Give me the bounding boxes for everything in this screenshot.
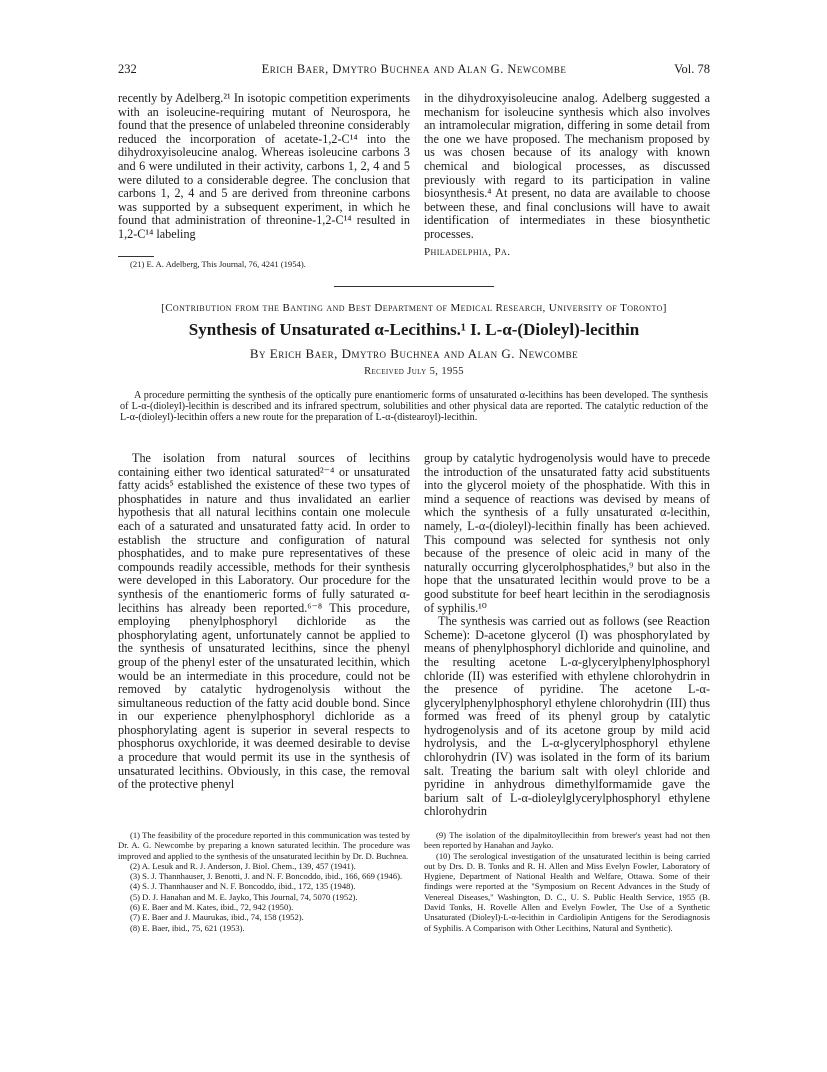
abstract-text: A procedure permitting the synthesis of the optically pure enantiomeric forms of unsaturated α-lecithins has been developed. The synthesis of L-α-(dioleyl)-lecithin is described and its infrared spectrum, solubilities and other physical data are reported. The catalytic reduction of the L-α-(dioleyl)-lecithin offers a new route for the preparation of L-α-(distearoyl)-lecithin. — [120, 390, 708, 423]
abstract — [120, 390, 708, 423]
footnote-1: (1) The feasibility of the procedure reported in this communication was tested by Dr. A. G. Newcombe by preparing a known saturated lecithin. The procedure was improved and applied to the synthesis of the unsaturated lecithin by Dr. D. Buchnea. — [118, 830, 410, 861]
prev-article-right-text: in the dihydroxyisoleucine analog. Adelberg suggested a mechanism for isoleucine synthesis which also involves an intramolecular migration, differing in some detail from the one we have proposed. The mechanism proposed by us was chosen because of its analogy with known chemical and biological processes, as discussed previously with regard to its participation in valine biosynthesis.⁴ At present, no data are available to choose between these, and final conclusions will have to await identification of intermediates in these biosynthetic processes. — [424, 91, 710, 241]
footnote-10: (10) The serological investigation of the unsaturated lecithin is being carried out by Drs. D. B. Tonks and R. H. Allen and Miss Evelyn Fowler, Laboratory of Hygiene, Department of National Health and Welfare, Ottawa. Some of their findings were reported at the "Symposium on Recent Advances in the Study of Venereal Diseases," Washington, D. C., U. S. Public Health Service, 1955 (B. David Tonks, H. Rovelle Allen and Evelyn Fowler, The Use of a Synthetic Unsaturated (Dioleyl)-L-α-lecithin in Cardiolipin Antigens for the Serodiagnosis of Syphilis. A Comparison with Other Lecithins, Natural and Synthetic). — [424, 850, 710, 933]
footnote-4: (4) S. J. Thannhauser and N. F. Boncoddo, ibid., 172, 135 (1948). — [130, 881, 356, 892]
page-number: 232 — [118, 62, 137, 76]
footnote-5: (5) D. J. Hanahan and M. E. Jayko, This Journal, 74, 5070 (1952). — [130, 891, 358, 902]
running-head-authors: Erich Baer, Dmytro Buchnea and Alan G. Newcombe — [261, 62, 567, 76]
prev-article-right-column — [424, 92, 710, 259]
volume-label: Vol. 78 — [674, 62, 710, 76]
received-date: Received July 5, 1955 — [364, 366, 464, 377]
footnotes-left — [118, 830, 410, 933]
footnote-2: (2) A. Lesuk and R. J. Anderson, J. Biol. Chem., 139, 457 (1941). — [130, 860, 356, 871]
byline: By Erich Baer, Dmytro Buchnea and Alan G. Newcombe — [249, 346, 579, 361]
prev-article-left-text: recently by Adelberg.²¹ In isotopic competition experiments with an isoleucine-requiring mutant of Neurospora, he found that the presence of unlabeled threonine considerably reduced the incorporation of acetate-1,2-C¹⁴ into the dihydroxyisoleucine analog. Whereas isoleucine carbons 3 and 6 were undiluted in their activity, carbons 1, 2, 4 and 5 were diluted to a considerable degree. The conclusion that carbons 1, 2, 4 and 5 are derived from threonine carbons was supported by a subsequent experiment, in which he found that administration of threonine-1,2-C¹⁴ resulted in 1,2-C¹⁴ labeling — [118, 91, 410, 241]
footnotes-right — [424, 830, 710, 933]
footnote-21: (21) E. A. Adelberg, This Journal, 76, 4241 (1954). — [130, 259, 306, 269]
body-right-column — [424, 452, 710, 819]
body-left-column — [118, 452, 410, 792]
body-right-paragraph-1: group by catalytic hydrogenolysis would have to precede the introduction of the unsaturated fatty acid substituents into the glycerol moiety of the phosphatide. With this in mind a sequence of reactions was devised by means of which the synthesis of a fully unsaturated α-lecithin, namely, L-α-(dioleyl)-lecithin finally has been achieved. This compound was selected for synthesis not only because of the presence of oleic acid in many of the naturally occurring glycerolphosphatides,⁹ but also in the hope that the unsaturated lecithin would prove to be a good substitute for beef heart lecithin in the serodiagnosis of syphilis.¹⁰ — [424, 451, 710, 615]
article-title: Synthesis of Unsaturated α-Lecithins.¹ I. L-α-(Dioleyl)-lecithin — [188, 320, 640, 339]
city-line: Philadelphia, Pa. — [424, 245, 511, 258]
prev-article-left-column — [118, 92, 410, 242]
running-head — [118, 62, 710, 82]
footnote-7: (7) E. Baer and J. Maurukas, ibid., 74, 158 (1952). — [130, 912, 304, 923]
footnote-3: (3) S. J. Thannhauser, J. Benotti, J. and N. F. Boncoddo, ibid., 166, 669 (1946). — [130, 871, 403, 882]
footnote-9: (9) The isolation of the dipalmitoyllecithin from brewer's yeast had not then been reported by Hanahan and Jayko. — [424, 830, 710, 851]
footnote-rule — [118, 256, 154, 257]
article-separator-rule — [334, 286, 494, 287]
contribution-line: [Contribution from the Banting and Best Department of Medical Research, University of Toronto] — [161, 302, 667, 314]
body-right-paragraph-2: The synthesis was carried out as follows (see Reaction Scheme): D-acetone glycerol (I) was phosphorylated by means of phenylphosphoryl dichloride and quinoline, and the resulting acetone L-α-glycerylphenylphosphoryl chloride (II) was esterified with ethylene chlorohydrin in the presence of pyridine. The acetone L-α-glycerylphenylphosphoryl ethylene chlorohydrin (III) thus formed was freed of its phenyl group by catalytic hydrogenolysis and of its acetone group by mild acid hydrolysis, and the L-α-glycerylphosphoryl ethylene chlorohydrin (IV) was isolated in the form of its barium salt. Treating the barium salt with oleyl chloride and pyridine in anhydrous dimethylformamide gave the barium salt of L-α-dioleylglycerylphosphoryl ethylene chlorohydrin — [424, 614, 710, 819]
footnote-6: (6) E. Baer and M. Kates, ibid., 72, 942 (1950). — [130, 902, 294, 913]
prev-article-footnote — [118, 259, 410, 269]
footnote-8: (8) E. Baer, ibid., 75, 621 (1953). — [130, 922, 245, 933]
body-left-paragraph: The isolation from natural sources of lecithins containing either two identical saturated²⁻⁴ or unsaturated fatty acids⁵ established the existence of these two types of phosphatides in nature and thus invalidated an earlier hypothesis that all natural lecithins contain one molecule each of a saturated and unsaturated fatty acid. In order to establish the structure and configuration of natural phosphatides, and to make pure representatives of these compounds readily accessible, methods for their synthesis were developed in this Laboratory. Our procedure for the synthesis of the enantiomeric forms of fully saturated α-lecithins has already been reported.⁶⁻⁸ This procedure, employing phenylphosphoryl dichloride as the phosphorylating agent, unfortunately cannot be applied to the synthesis of unsaturated lecithins, since the phenyl group of the phenyl ester of the unsaturated lecithin, which would be an intermediate in this procedure, could not be removed by catalytic hydrogenolysis without the simultaneous reduction of the fatty acid double bond. Since in our experience phenylphosphoryl dichloride as a phosphorylating agent is superior in several respects to phosphorus oxychloride, it was deemed desirable to devise a procedure that would permit its use in the synthesis of unsaturated lecithins. Obviously, in this case, the removal of the protective phenyl — [118, 451, 410, 792]
